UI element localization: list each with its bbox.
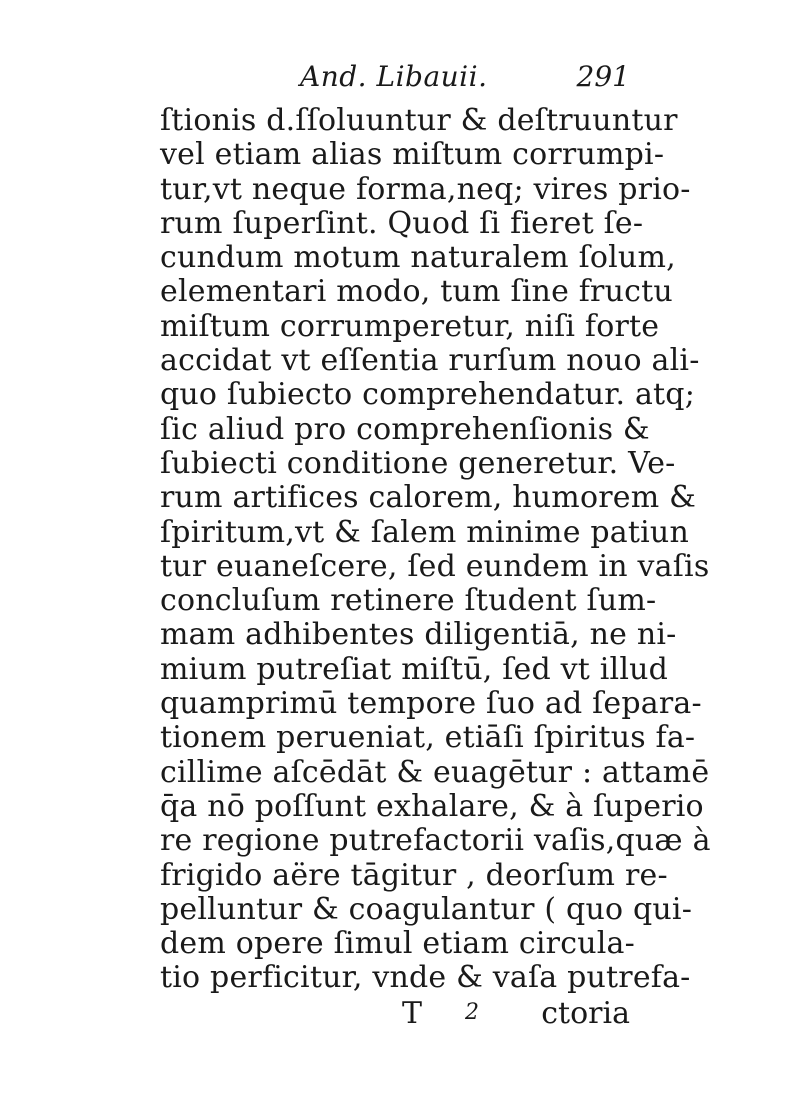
text-line: ſpiritum,vt & ſalem minime patiun [160, 514, 689, 550]
page-number: 291 [576, 60, 630, 93]
text-line: rum ſuperſint. Quod ſi fieret ſe- [160, 205, 644, 241]
text-line: miſtum corrumperetur, niſi forte [160, 308, 660, 344]
text-line: accidat vt eſſentia rurſum nouo ali- [160, 343, 700, 379]
text-line: tur,vt neque forma,neq; vires prio- [160, 171, 691, 207]
signature-mark: T [402, 996, 423, 1031]
text-line: ſubiecti conditione generetur. Ve- [160, 445, 676, 481]
text-line: tur euaneſcere, ſed eundem in vaſis [160, 548, 710, 584]
body-text [160, 103, 711, 996]
text-line: q̄a nō poſſunt exhalare, & à ſuperio [160, 788, 704, 824]
text-line: quamprimū tempore ſuo ad ſepara- [160, 686, 702, 722]
text-line: cillime aſcēdāt & euagētur : attamē [160, 754, 710, 790]
text-line: mium putreſiat miſtū, ſed vt illud [160, 651, 669, 687]
text-line: mam adhibentes diligentiā, ne ni- [160, 617, 677, 653]
catchword: ctoria [541, 996, 630, 1031]
text-line: tio perficitur, vnde & vaſa putrefa- [160, 960, 691, 996]
text-line: ſtionis d.ſſoluuntur & deſtruuntur [160, 103, 678, 138]
text-line: concluſum retinere ſtudent ſum- [160, 583, 657, 619]
text-line: rum artifices calorem, humorem & [160, 480, 696, 516]
text-line: elementari modo, tum ſine fructu [160, 274, 673, 310]
text-line: dem opere ſimul etiam circula- [160, 926, 635, 962]
text-line: cundum motum naturalem ſolum, [160, 240, 676, 276]
running-head: And. Libauii. [300, 60, 488, 93]
page-footer [160, 996, 630, 1032]
text-line: tionem perueniat, etiāſi ſpiritus fa- [160, 720, 696, 756]
text-line: frigido aëre tāgitur , deorſum re- [160, 857, 668, 893]
text-line: quo ſubiecto comprehendatur. atq; [160, 377, 695, 413]
text-line: re regione putrefactorii vaſis,quæ à [160, 823, 711, 859]
text-line: ſic aliud pro comprehenſionis & [160, 411, 650, 447]
signature-number: 2 [465, 1000, 479, 1025]
text-line: vel etiam alias miſtum corrumpi- [160, 137, 665, 173]
text-line: pelluntur & coagulantur ( quo qui- [160, 891, 693, 927]
page-header [160, 60, 630, 100]
